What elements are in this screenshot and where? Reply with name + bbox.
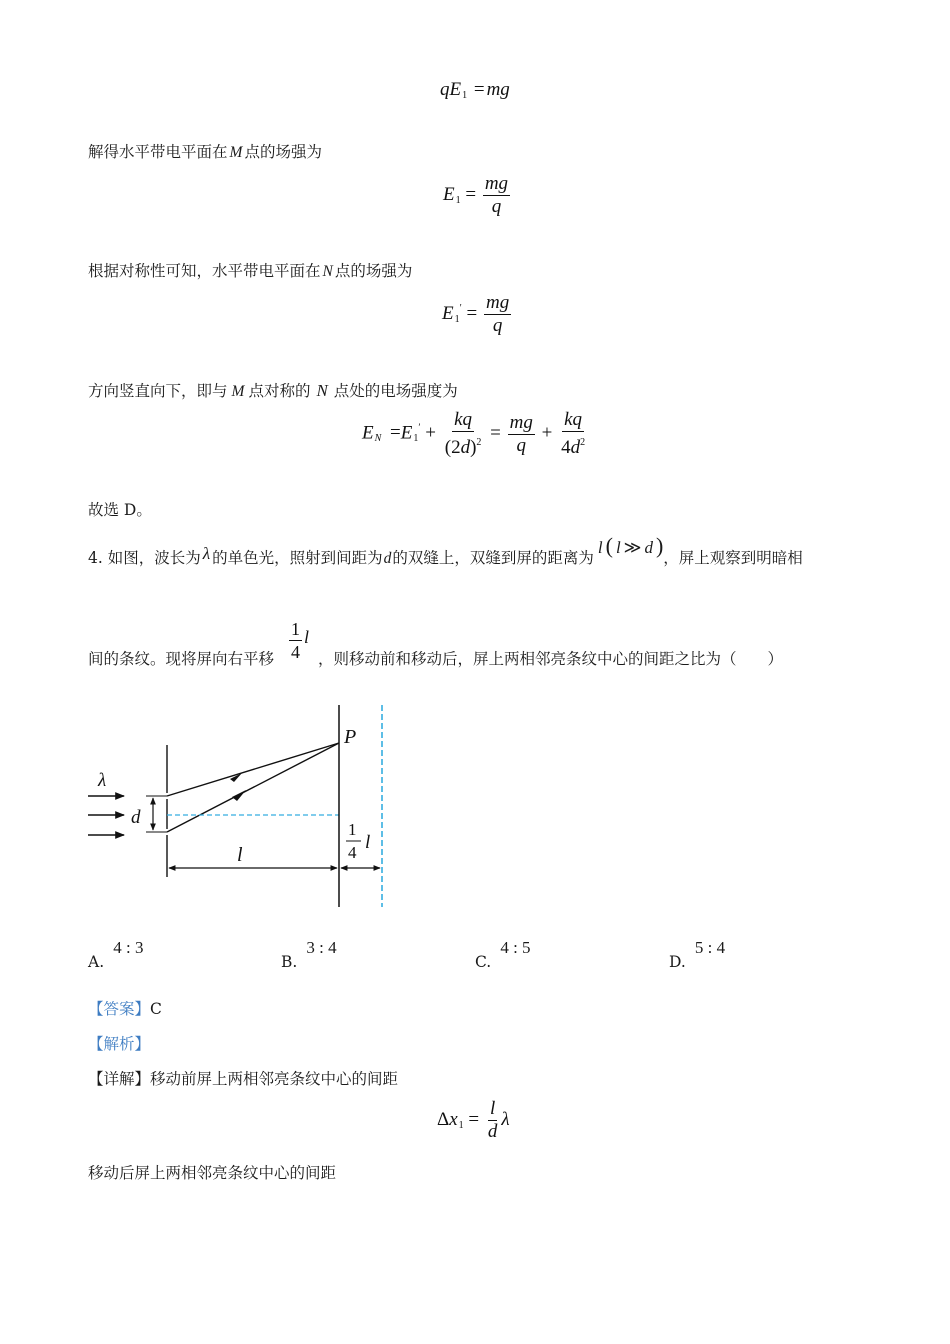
paren: (: [605, 533, 613, 558]
digit: 4: [561, 437, 571, 458]
detail-line: [88, 1068, 398, 1090]
eq-E1: E: [400, 422, 413, 444]
point-n: N: [322, 263, 333, 280]
analysis-tag: 【解析】: [88, 1035, 151, 1053]
option-letter: D.: [669, 953, 686, 971]
diagram-p-label: P: [344, 726, 357, 748]
eq-plus: +: [425, 422, 437, 444]
slit-spacing-dimension: [146, 796, 167, 832]
var-l: l: [615, 538, 621, 557]
eq-q: q: [440, 79, 450, 100]
var-l: l: [597, 538, 603, 557]
text: 解得水平带电平面在: [88, 143, 228, 161]
text: 4. 如图，波长为: [88, 549, 201, 567]
option-letter: B.: [281, 953, 298, 971]
fraction: [443, 410, 484, 458]
eq-sub: 1: [458, 1119, 464, 1131]
text: ，屏上观察到明暗相: [663, 549, 803, 567]
fraction: [289, 619, 302, 662]
frac-den: q: [491, 196, 502, 217]
much-greater: ≫: [623, 538, 642, 557]
paragraph-symmetry: [88, 260, 412, 283]
paragraph-choose: 故选 D。: [88, 501, 152, 519]
eq-equals: =: [473, 79, 485, 100]
option-a[interactable]: [88, 938, 144, 971]
distance-condition: [597, 533, 664, 558]
lambda-symbol: λ: [202, 544, 211, 563]
eq-x: x: [449, 1108, 458, 1130]
var-d: d: [570, 437, 581, 458]
diagram-frac-num: 1: [348, 820, 357, 839]
frac-num: mg: [486, 292, 510, 313]
var-d: d: [383, 550, 392, 567]
eq-E: E: [442, 302, 454, 324]
eq-delta: Δ: [437, 1108, 450, 1130]
detail-tag: 【详解】: [88, 1070, 151, 1088]
frac-num: 1: [291, 619, 300, 639]
option-value: 3 : 4: [306, 938, 337, 957]
option-c[interactable]: [475, 938, 531, 971]
question-4-line2: [88, 648, 274, 670]
eq-equals: =: [390, 422, 401, 444]
text: 的双缝上，双缝到屏的距离为: [392, 549, 594, 567]
eq-equals: =: [465, 183, 477, 205]
frac-num: kq: [564, 409, 583, 430]
exponent: 2: [580, 437, 586, 448]
equation-en: [362, 410, 589, 458]
point-m: M: [231, 383, 245, 400]
paragraph-after: 移动后屏上两相邻亮条纹中心的间距: [88, 1164, 337, 1182]
shift-fraction: [287, 619, 309, 662]
exponent: 2: [476, 437, 482, 448]
paragraph-direction: [88, 380, 458, 403]
text: 根据对称性可知，水平带电平面在: [88, 262, 321, 280]
diagram-frac-den: 4: [348, 843, 357, 862]
option-value: 4 : 5: [500, 938, 531, 957]
fraction: [486, 1099, 500, 1142]
text: 间的条纹。现将屏向右平移: [88, 650, 275, 668]
text: 点处的电场强度为: [333, 382, 458, 400]
question-4-line1: [88, 533, 803, 570]
text: 的单色光，照射到间距为: [212, 549, 383, 567]
answer-line: [88, 998, 162, 1020]
eq-equals: =: [468, 1108, 480, 1130]
frac-den: 4: [291, 642, 300, 662]
eq-sub: 1: [413, 433, 419, 445]
frac-den: q: [492, 315, 503, 336]
equation-e1-prime: [442, 293, 513, 336]
text: 点的场强为: [334, 262, 413, 280]
point-m: M: [229, 144, 243, 161]
eq-E: E: [449, 79, 462, 100]
eq-lambda: λ: [501, 1108, 510, 1130]
question-4-line2-tail: [318, 648, 783, 670]
option-value: 4 : 3: [113, 938, 144, 957]
incident-light-arrows: [88, 796, 124, 835]
fraction: [484, 293, 511, 336]
equation-dx1: [437, 1099, 510, 1142]
diagram-d-label: d: [131, 807, 141, 828]
diagram-frac-l: l: [365, 832, 371, 853]
option-d[interactable]: [669, 938, 726, 971]
eq-sub: N: [374, 433, 382, 445]
detail-text: 移动前屏上两相邻亮条纹中心的间距: [150, 1070, 399, 1088]
paren: (2: [444, 437, 461, 458]
frac-num: mg: [484, 173, 509, 194]
eq-E: E: [443, 183, 455, 205]
shift-quarter-l-dimension: [341, 841, 380, 868]
text: ，则移动前和移动后，屏上两相邻亮条纹中心的间距之比为（ ）: [318, 650, 784, 668]
eq-rhs: mg: [486, 79, 510, 100]
fraction: [508, 413, 535, 456]
option-value: 5 : 4: [694, 938, 726, 957]
diagram-lambda-label: λ: [98, 770, 107, 791]
eq-sub: 1: [454, 313, 460, 325]
text: 方向竖直向下，即与: [88, 382, 228, 400]
light-rays: [167, 743, 339, 832]
eq-equals: =: [490, 422, 501, 444]
equation-e1: [443, 174, 512, 217]
eq-prime: ′: [418, 422, 421, 434]
frac-num: mg: [509, 411, 533, 433]
eq-sub: 1: [462, 90, 468, 101]
text: 点对称的: [248, 382, 311, 400]
frac-den: [559, 432, 587, 458]
diagram-l-label: l: [237, 844, 243, 866]
frac-num: l: [489, 1098, 496, 1119]
frac-den: d: [487, 1121, 498, 1142]
frac-den: [443, 432, 484, 458]
fraction: [483, 174, 510, 217]
fraction: [559, 410, 587, 458]
var-d: d: [460, 437, 471, 458]
eq-equals: =: [466, 302, 478, 324]
eq-plus: +: [541, 422, 553, 444]
double-slit-diagram: [80, 695, 400, 915]
option-letter: C.: [475, 953, 492, 971]
eq-prime: ′: [459, 302, 462, 314]
paragraph-solve-m: [88, 141, 322, 164]
var-d: d: [644, 538, 653, 557]
paren: ): [470, 437, 477, 458]
answer-value: C: [150, 1000, 162, 1018]
eq-sub: 1: [455, 194, 461, 206]
point-n: N: [316, 381, 328, 400]
paren: ): [655, 533, 664, 558]
text: 点的场强为: [244, 143, 322, 161]
option-letter: A.: [88, 953, 105, 971]
frac-num: kq: [454, 409, 473, 430]
equation-qe1-mg: [440, 79, 510, 101]
answer-tag: 【答案】: [88, 1000, 151, 1018]
eq-E: E: [362, 422, 374, 444]
frac-den: q: [516, 434, 526, 456]
option-b[interactable]: [281, 938, 337, 971]
var-l: l: [304, 626, 310, 647]
